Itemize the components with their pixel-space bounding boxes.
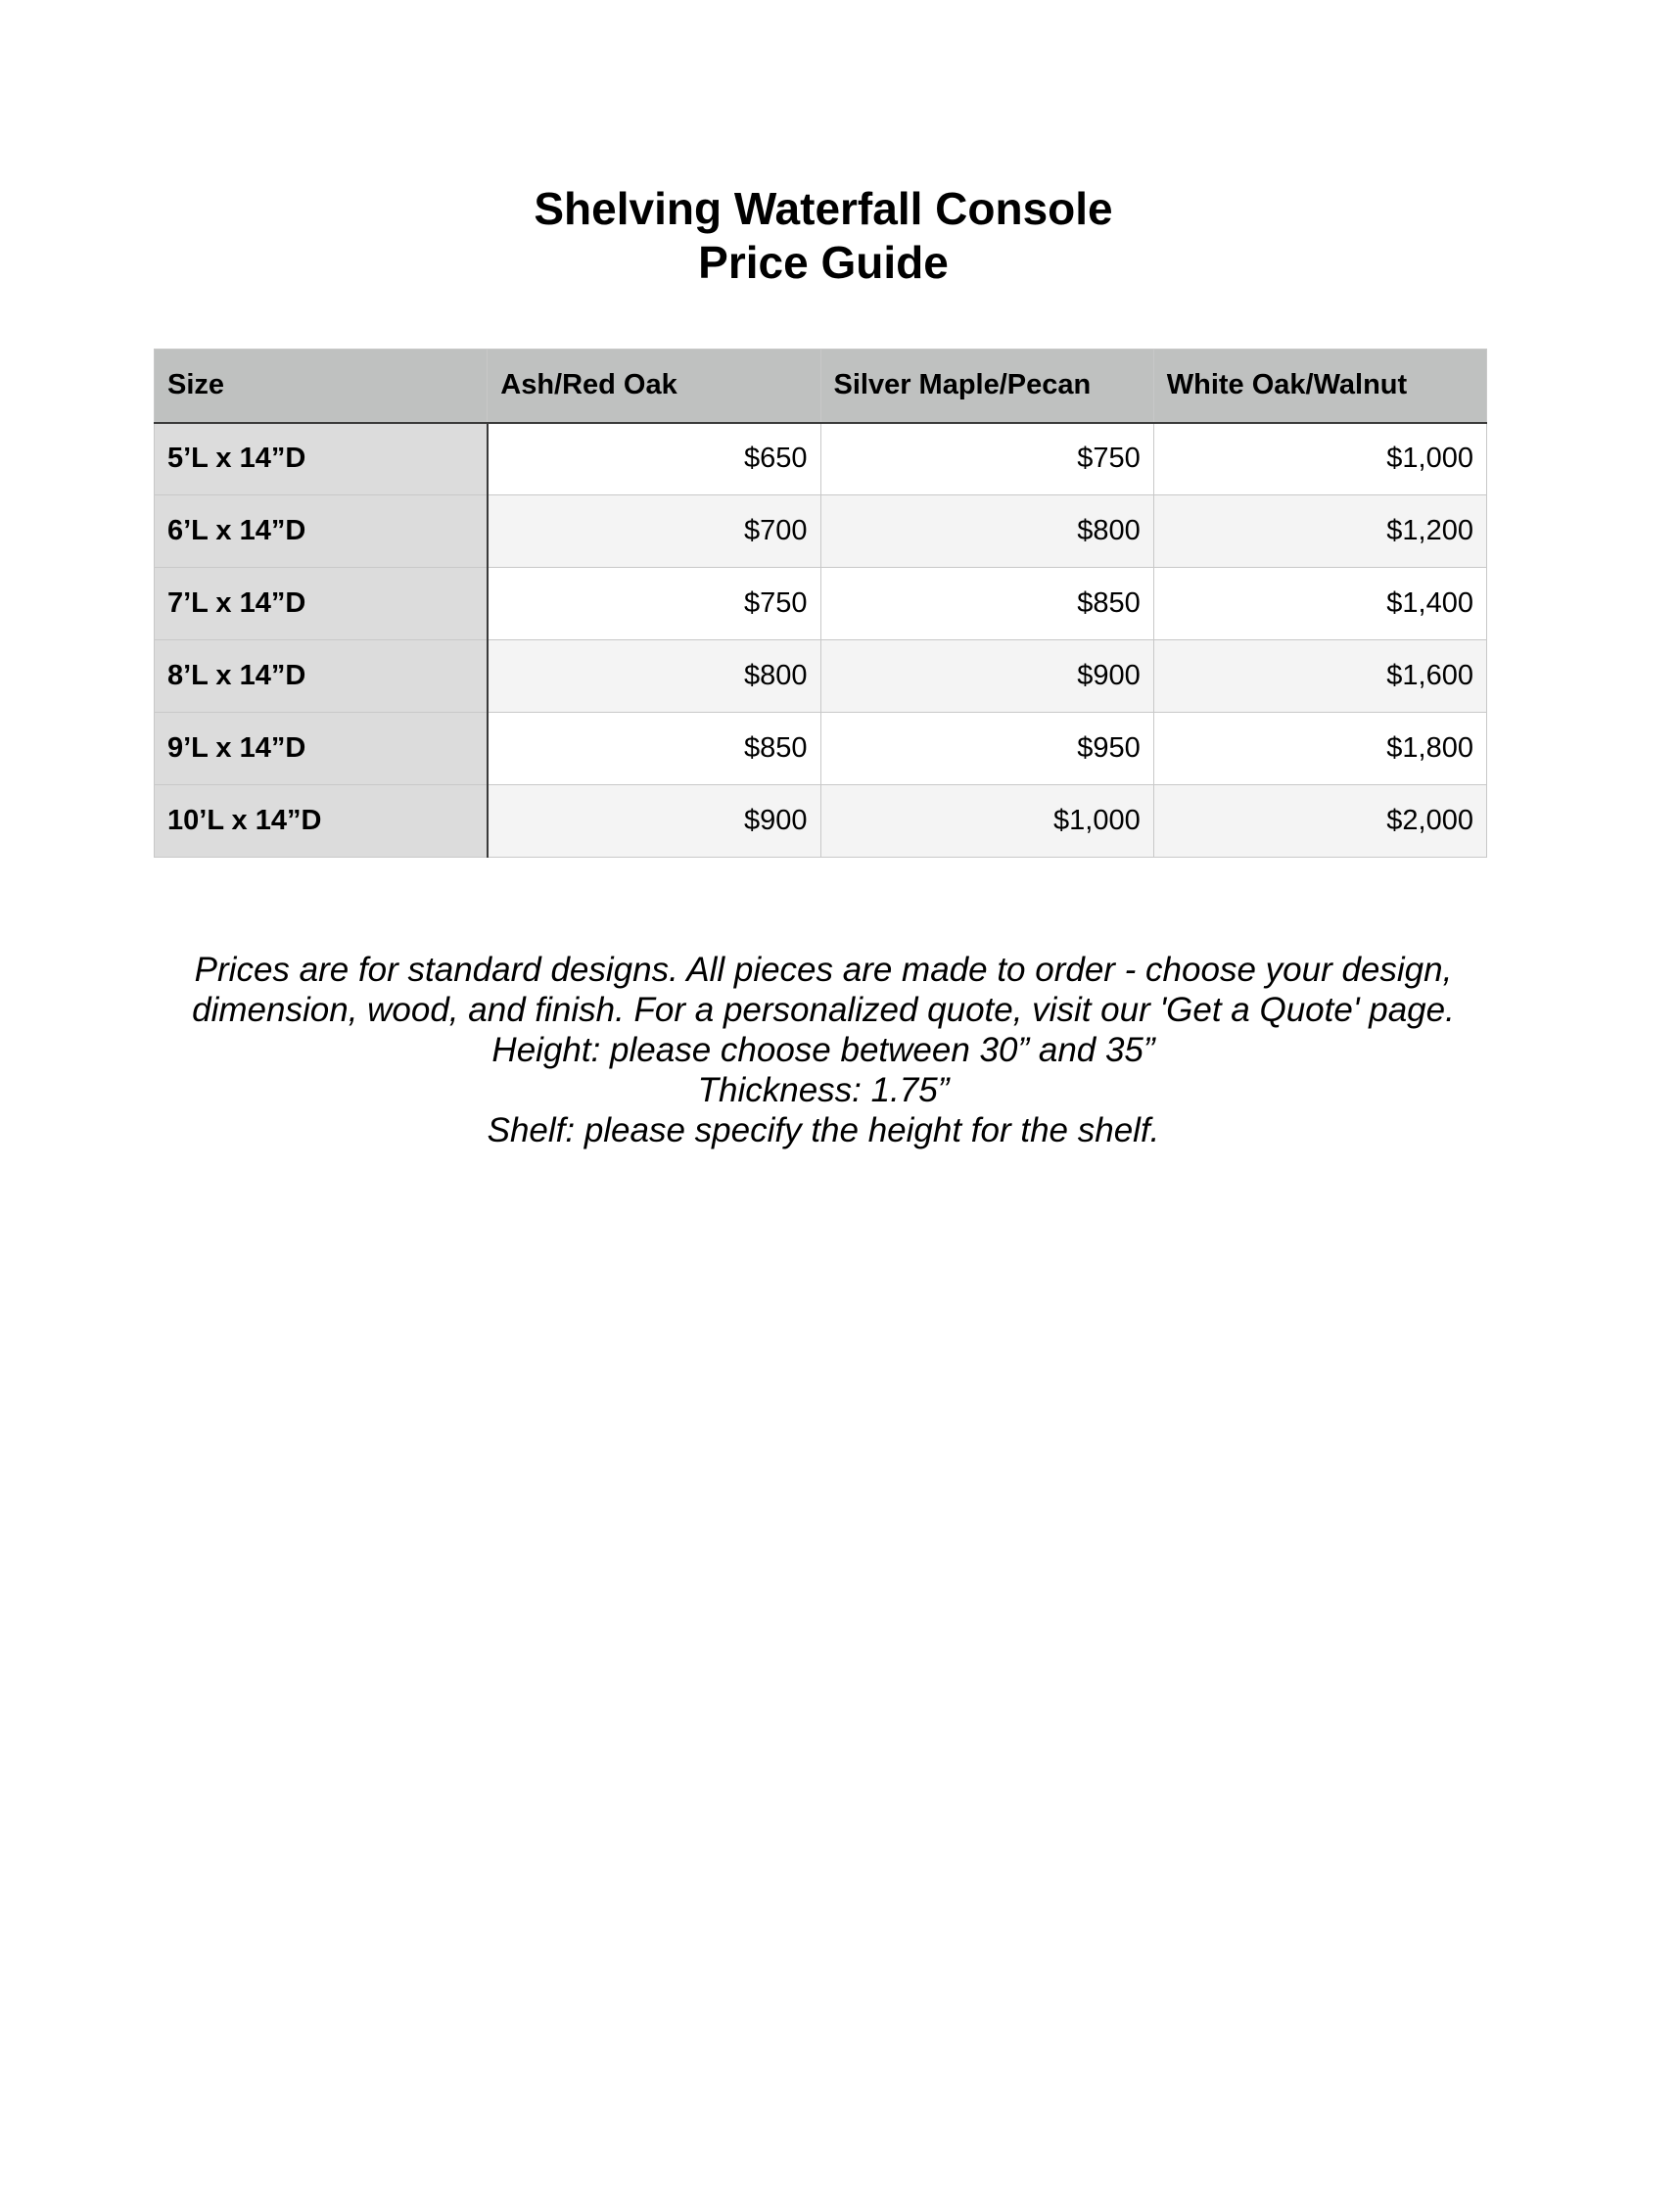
price-cell: $800 (820, 495, 1153, 568)
title-line-1: Shelving Waterfall Console (534, 183, 1113, 234)
table-row (155, 423, 1487, 495)
pricing-notes (0, 950, 1647, 1150)
table-row (155, 568, 1487, 640)
note-line: Height: please choose between 30” and 35” (491, 1031, 1155, 1069)
price-cell: $750 (488, 568, 820, 640)
price-cell: $650 (488, 423, 820, 495)
note-line: dimension, wood, and finish. For a personalized quote, visit our 'Get a Quote' page. (192, 991, 1455, 1029)
price-cell: $1,000 (1153, 423, 1486, 495)
size-cell: 8’L x 14”D (155, 640, 488, 713)
table-row (155, 640, 1487, 713)
price-cell: $1,000 (820, 785, 1153, 858)
page-title (0, 182, 1647, 290)
price-cell: $900 (488, 785, 820, 858)
price-cell: $1,600 (1153, 640, 1486, 713)
table-row (155, 713, 1487, 785)
price-cell: $1,800 (1153, 713, 1486, 785)
size-cell: 9’L x 14”D (155, 713, 488, 785)
size-cell: 6’L x 14”D (155, 495, 488, 568)
column-header-silver-maple-pecan: Silver Maple/Pecan (820, 350, 1153, 423)
column-header-ash-red-oak: Ash/Red Oak (488, 350, 820, 423)
table-row (155, 785, 1487, 858)
size-cell: 10’L x 14”D (155, 785, 488, 858)
title-line-2: Price Guide (698, 237, 949, 288)
column-header-size: Size (155, 350, 488, 423)
price-cell: $700 (488, 495, 820, 568)
table-header (155, 350, 1487, 423)
price-cell: $900 (820, 640, 1153, 713)
size-cell: 5’L x 14”D (155, 423, 488, 495)
table-body (155, 423, 1487, 858)
size-cell: 7’L x 14”D (155, 568, 488, 640)
price-cell: $950 (820, 713, 1153, 785)
note-line: Prices are for standard designs. All pieces are made to order - choose your design, (194, 951, 1453, 989)
price-cell: $1,400 (1153, 568, 1486, 640)
table-row (155, 495, 1487, 568)
price-cell: $850 (820, 568, 1153, 640)
price-cell: $800 (488, 640, 820, 713)
price-cell: $850 (488, 713, 820, 785)
price-cell: $2,000 (1153, 785, 1486, 858)
column-header-white-oak-walnut: White Oak/Walnut (1153, 350, 1486, 423)
note-line: Shelf: please specify the height for the shelf. (487, 1111, 1160, 1149)
price-table (154, 349, 1487, 858)
price-cell: $750 (820, 423, 1153, 495)
note-line: Thickness: 1.75” (697, 1071, 950, 1109)
price-cell: $1,200 (1153, 495, 1486, 568)
header-row (155, 350, 1487, 423)
